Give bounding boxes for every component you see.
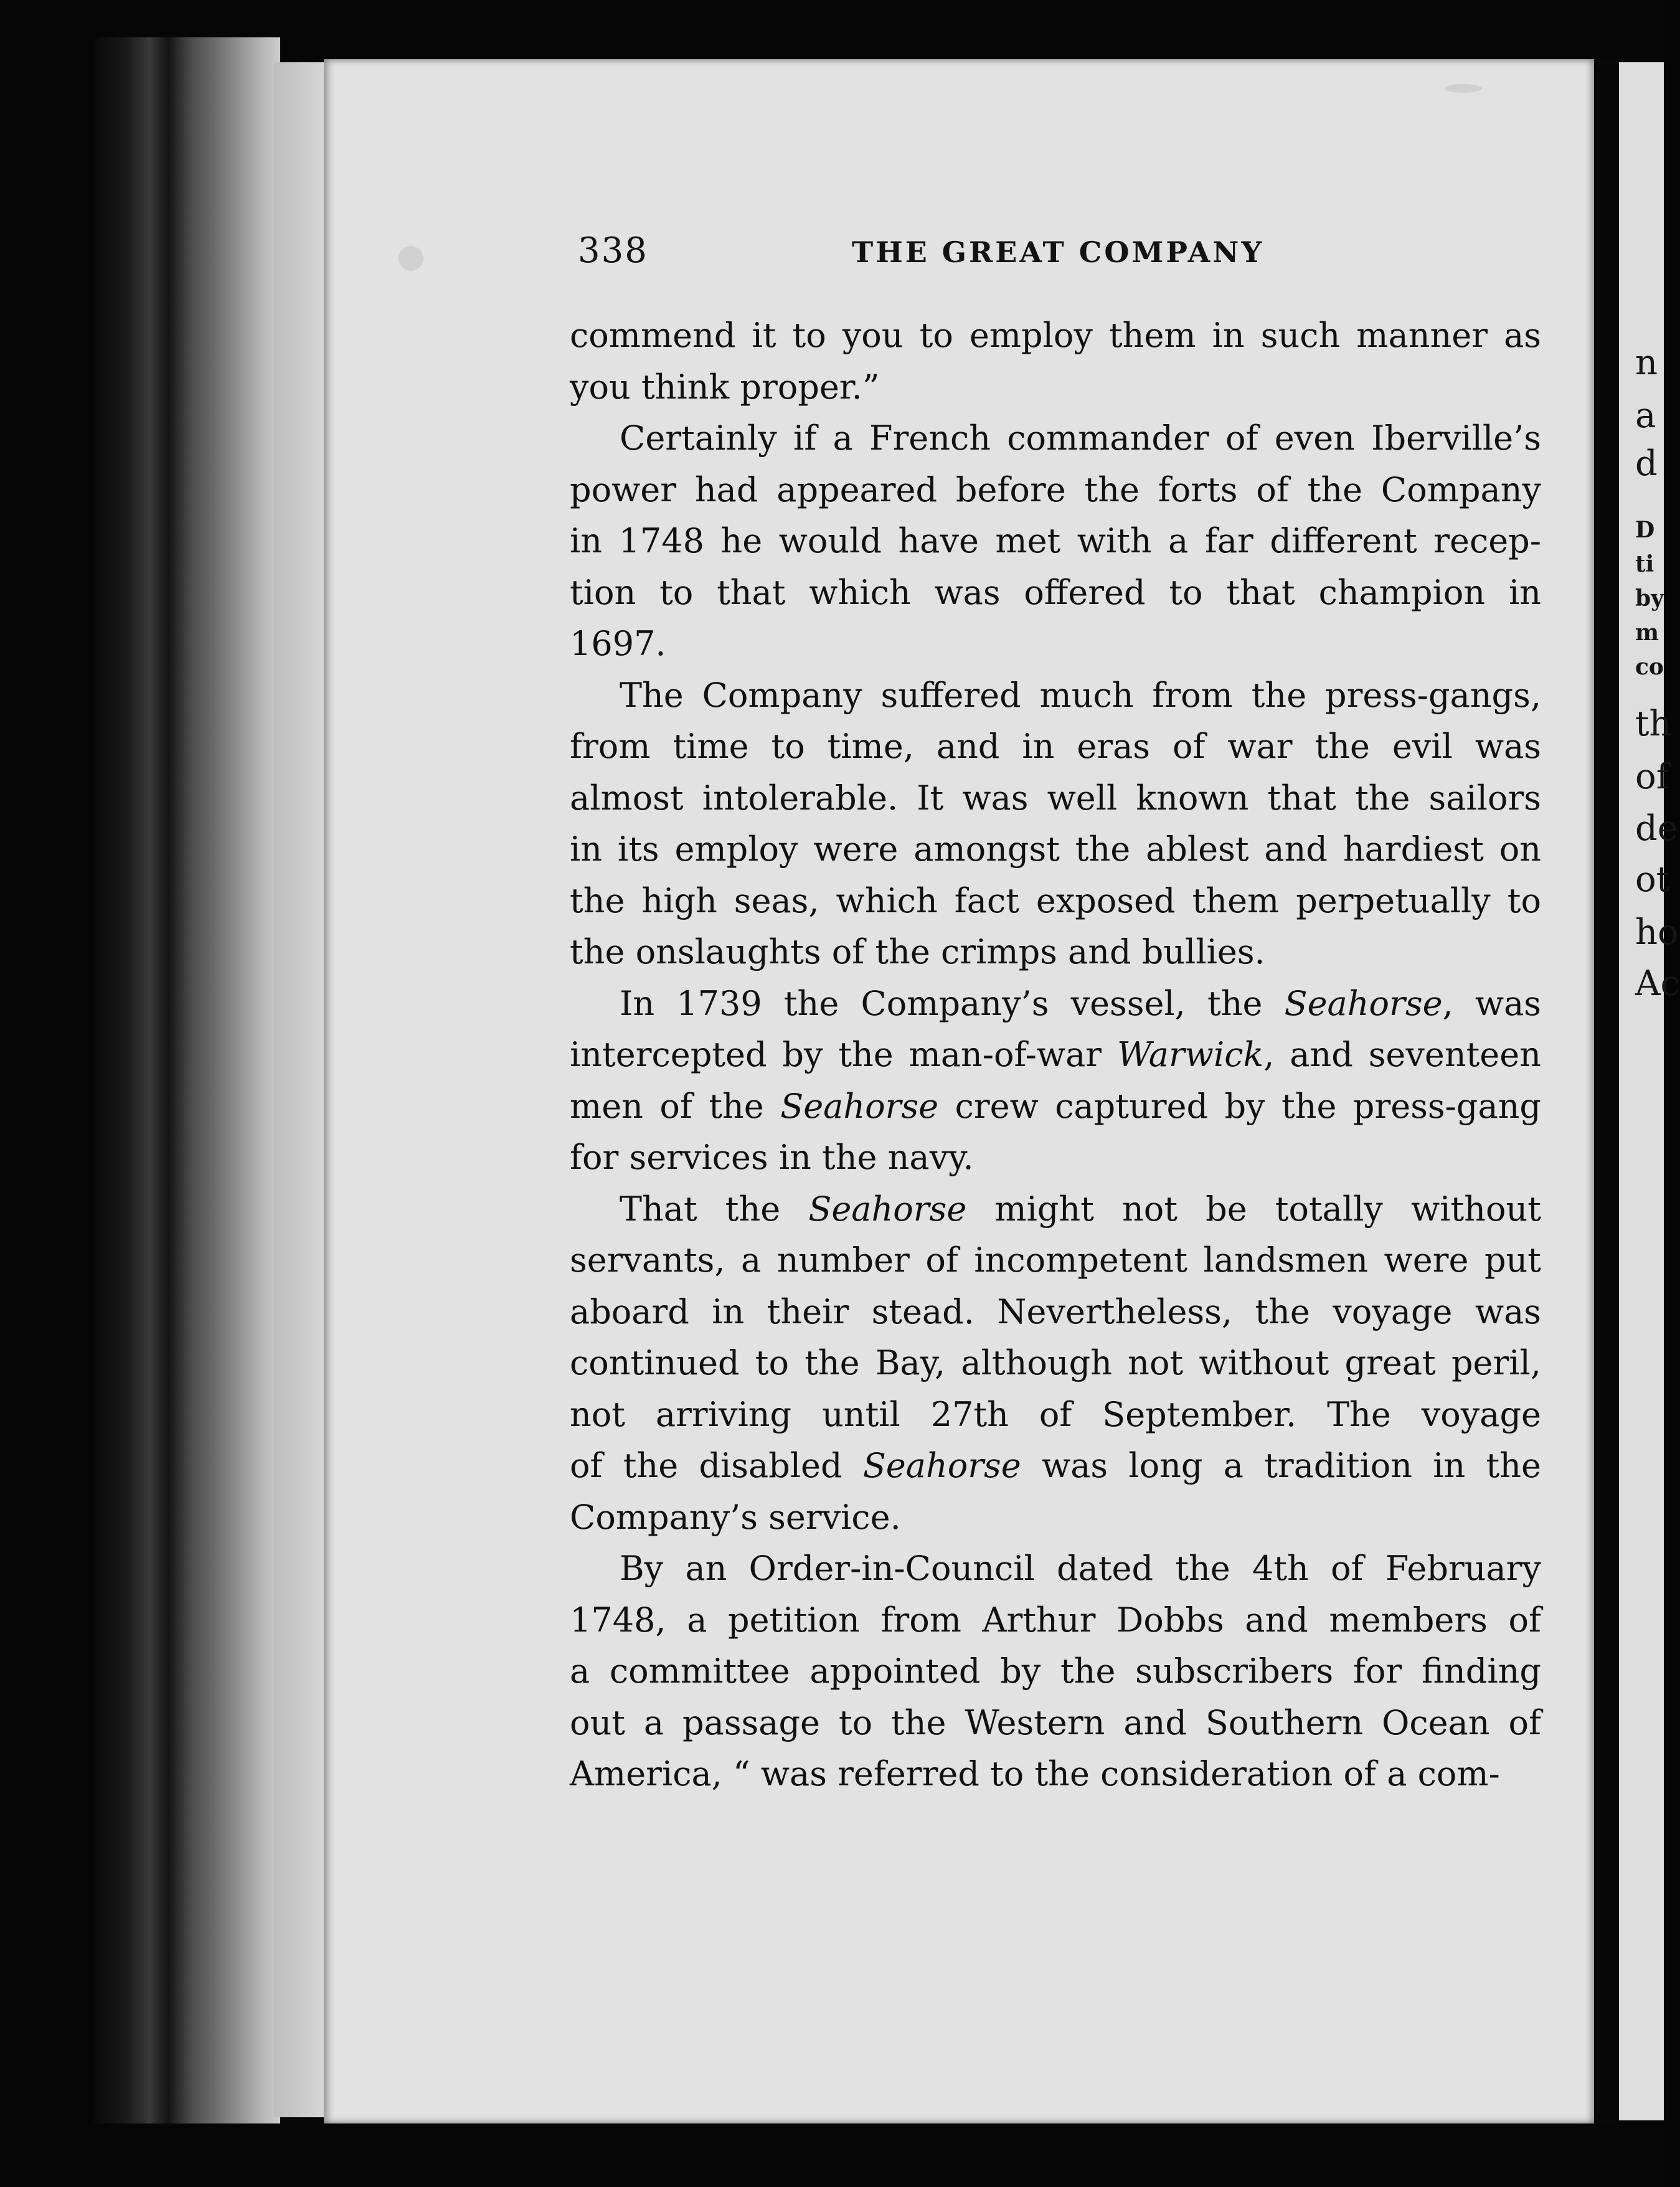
text-line: not arriving until 27th of September. The voyage (570, 1394, 1541, 1434)
text-line: power had appeared before the forts of the Company (570, 470, 1541, 509)
text-line: almost intolerable. It was well known that the sailors (570, 778, 1541, 818)
running-title: THE GREAT COMPANY (852, 235, 1265, 269)
facing-fragment: de (1635, 808, 1678, 849)
text-line: The Company suffered much from the press-gangs, (620, 675, 1541, 715)
text-line: tion to that which was offered to that champion in (570, 572, 1541, 612)
text-line: In 1739 the Company’s vessel, the Seahorse, was (620, 983, 1541, 1023)
text-line: intercepted by the man-of-war Warwick, and seventeen (570, 1035, 1541, 1074)
ship-name: Seahorse (862, 1446, 1021, 1485)
facing-fragment: Ac (1635, 963, 1680, 1004)
facing-fragment: m (1635, 620, 1659, 646)
facing-fragment: ti (1635, 551, 1654, 577)
facing-page (1619, 62, 1680, 2120)
facing-fragment: a (1635, 395, 1656, 436)
text-line: 1748, a petition from Arthur Dobbs and members of (570, 1600, 1541, 1640)
text-line: the high seas, which fact exposed them perpetually to (570, 881, 1541, 920)
text-line: commend it to you to employ them in such manner as (570, 316, 1541, 355)
paragraph (570, 413, 1541, 670)
facing-fragment: D (1635, 517, 1655, 543)
body-text (570, 310, 1541, 1800)
ship-name: Seahorse (808, 1189, 967, 1229)
running-head (578, 230, 1540, 280)
paper-spot (1445, 84, 1482, 93)
facing-fragment: of (1635, 757, 1669, 797)
page-number: 338 (578, 230, 648, 271)
text-line: men of the Seahorse crew captured by the press-gang (570, 1086, 1541, 1126)
facing-fragment: d (1635, 443, 1658, 484)
text-line: in its employ were amongst the ablest and hardiest on (570, 829, 1541, 869)
page-stack-edge (274, 62, 324, 2117)
text-line: servants, a number of incompetent landsmen were put (570, 1240, 1541, 1280)
facing-fragment: ot (1635, 859, 1671, 900)
text-line: from time to time, and in eras of war the evil was (570, 727, 1541, 766)
text-line: of the disabled Seahorse was long a tradition in the (570, 1446, 1541, 1485)
facing-fragment: ho (1635, 912, 1679, 953)
text-line: in 1748 he would have met with a far different recep- (570, 521, 1541, 560)
text-line: 1697. (570, 624, 666, 663)
ship-name: Warwick (1116, 1035, 1264, 1074)
text-line: aboard in their stead. Nevertheless, the voyage was (570, 1292, 1541, 1331)
text-line: By an Order-in-Council dated the 4th of February (620, 1549, 1541, 1588)
paragraph (570, 978, 1541, 1184)
gutter-shadow (1594, 59, 1619, 2127)
facing-fragment: by (1635, 585, 1664, 612)
facing-fragment: th (1635, 704, 1672, 744)
ship-name: Seahorse (780, 1086, 939, 1126)
text-line: continued to the Bay, although not without great peril, (570, 1343, 1541, 1382)
paragraph (570, 1543, 1541, 1800)
text-line: a committee appointed by the subscribers for finding (570, 1651, 1541, 1691)
paragraph (570, 670, 1541, 978)
text-line: you think proper.” (570, 367, 880, 407)
ship-name: Seahorse (1284, 983, 1443, 1023)
paragraph (570, 310, 1541, 413)
text-line: Company’s service. (570, 1497, 901, 1537)
book-binding-edge (93, 37, 280, 2123)
text-line: the onslaughts of the crimps and bullies. (570, 932, 1265, 971)
text-line: Certainly if a French commander of even Iberville’s (620, 418, 1541, 458)
text-line: for services in the navy. (570, 1138, 974, 1177)
paragraph (570, 1184, 1541, 1544)
text-line: That the Seahorse might not be totally without (620, 1189, 1541, 1229)
facing-fragment: co (1635, 654, 1664, 680)
text-line: out a passage to the Western and Southern Ocean of (570, 1703, 1541, 1742)
facing-fragment: n (1635, 342, 1658, 383)
text-line: America, “ was referred to the consideration of a com- (570, 1754, 1500, 1793)
paper-spot (399, 246, 423, 271)
